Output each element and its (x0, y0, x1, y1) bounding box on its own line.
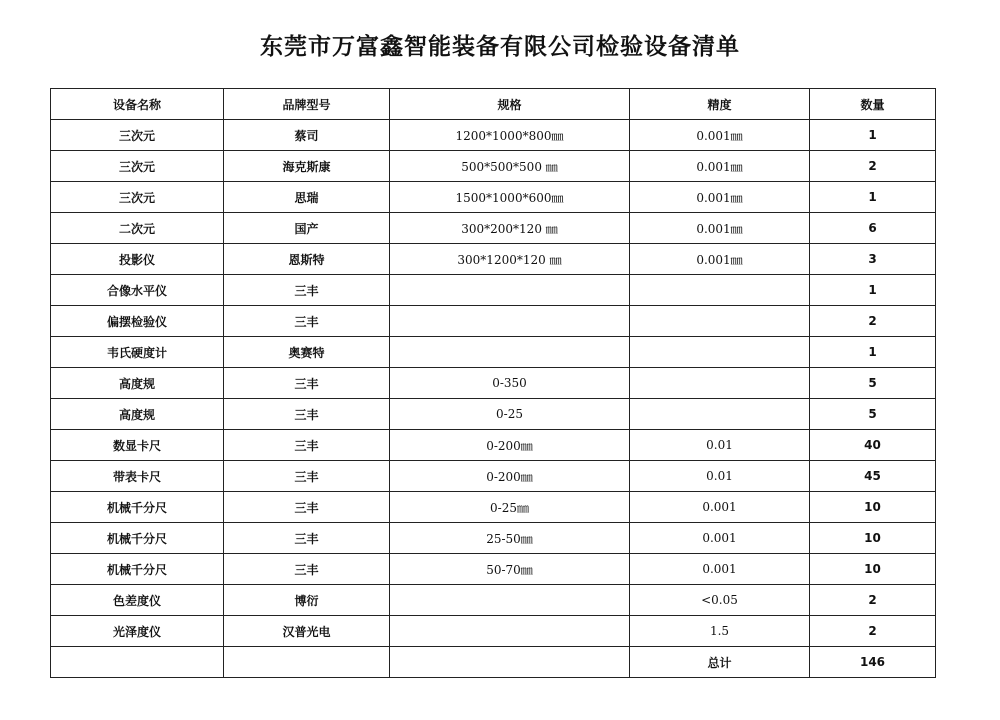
cell-precision (630, 399, 810, 430)
cell-empty (51, 647, 224, 678)
cell-specification (390, 306, 630, 337)
table-row (51, 430, 936, 461)
equipment-table (50, 88, 936, 678)
cell-quantity: 2 (810, 585, 936, 616)
cell-brand-model: 三丰 (224, 368, 390, 399)
cell-specification: 0-200㎜ (390, 430, 630, 461)
table-row (51, 368, 936, 399)
header-specification: 规格 (390, 89, 630, 120)
cell-precision: 0.001㎜ (630, 120, 810, 151)
cell-quantity: 10 (810, 492, 936, 523)
cell-equipment-name: 韦氏硬度计 (51, 337, 224, 368)
cell-specification: 25-50㎜ (390, 523, 630, 554)
table-header-row (51, 89, 936, 120)
cell-specification (390, 585, 630, 616)
cell-precision (630, 306, 810, 337)
cell-equipment-name: 数显卡尺 (51, 430, 224, 461)
table-row (51, 151, 936, 182)
table-row (51, 275, 936, 306)
cell-brand-model: 三丰 (224, 492, 390, 523)
table-row (51, 306, 936, 337)
cell-specification: 50-70㎜ (390, 554, 630, 585)
cell-brand-model: 国产 (224, 213, 390, 244)
cell-precision: <0.05 (630, 585, 810, 616)
header-quantity: 数量 (810, 89, 936, 120)
cell-precision: 0.001 (630, 492, 810, 523)
cell-brand-model: 三丰 (224, 430, 390, 461)
cell-quantity: 2 (810, 616, 936, 647)
total-label: 总计 (630, 647, 810, 678)
cell-specification: 300*200*120 ㎜ (390, 213, 630, 244)
cell-precision: 0.001 (630, 554, 810, 585)
cell-precision: 0.001㎜ (630, 151, 810, 182)
cell-specification: 0-350 (390, 368, 630, 399)
cell-equipment-name: 带表卡尺 (51, 461, 224, 492)
cell-specification (390, 275, 630, 306)
cell-brand-model: 三丰 (224, 275, 390, 306)
header-equipment-name: 设备名称 (51, 89, 224, 120)
cell-specification: 1500*1000*600㎜ (390, 182, 630, 213)
cell-specification: 0-25㎜ (390, 492, 630, 523)
cell-brand-model: 三丰 (224, 523, 390, 554)
cell-quantity: 2 (810, 306, 936, 337)
cell-quantity: 2 (810, 151, 936, 182)
cell-equipment-name: 机械千分尺 (51, 492, 224, 523)
cell-equipment-name: 高度规 (51, 368, 224, 399)
cell-equipment-name: 机械千分尺 (51, 523, 224, 554)
table-row (51, 213, 936, 244)
table-total-row (51, 647, 936, 678)
cell-precision (630, 275, 810, 306)
table-row (51, 554, 936, 585)
cell-specification: 300*1200*120 ㎜ (390, 244, 630, 275)
table-row (51, 461, 936, 492)
cell-precision: 0.001㎜ (630, 182, 810, 213)
cell-equipment-name: 偏摆检验仪 (51, 306, 224, 337)
header-brand-model: 品牌型号 (224, 89, 390, 120)
table-row (51, 585, 936, 616)
cell-specification: 500*500*500 ㎜ (390, 151, 630, 182)
cell-brand-model: 三丰 (224, 554, 390, 585)
cell-brand-model: 恩斯特 (224, 244, 390, 275)
cell-equipment-name: 投影仪 (51, 244, 224, 275)
cell-quantity: 10 (810, 554, 936, 585)
cell-brand-model: 海克斯康 (224, 151, 390, 182)
table-row (51, 120, 936, 151)
cell-quantity: 1 (810, 337, 936, 368)
cell-specification: 0-200㎜ (390, 461, 630, 492)
cell-equipment-name: 二次元 (51, 213, 224, 244)
cell-brand-model: 奥赛特 (224, 337, 390, 368)
header-precision: 精度 (630, 89, 810, 120)
cell-brand-model: 博衍 (224, 585, 390, 616)
cell-precision (630, 337, 810, 368)
cell-equipment-name: 高度规 (51, 399, 224, 430)
cell-empty (224, 647, 390, 678)
cell-brand-model: 汉普光电 (224, 616, 390, 647)
cell-specification: 0-25 (390, 399, 630, 430)
cell-brand-model: 三丰 (224, 461, 390, 492)
cell-quantity: 45 (810, 461, 936, 492)
table-row (51, 337, 936, 368)
table-row (51, 399, 936, 430)
total-quantity: 146 (810, 647, 936, 678)
document-title: 东莞市万富鑫智能装备有限公司检验设备清单 (260, 34, 740, 60)
cell-specification: 1200*1000*800㎜ (390, 120, 630, 151)
cell-precision: 0.001㎜ (630, 244, 810, 275)
cell-quantity: 6 (810, 213, 936, 244)
cell-equipment-name: 机械千分尺 (51, 554, 224, 585)
cell-quantity: 5 (810, 368, 936, 399)
cell-quantity: 1 (810, 182, 936, 213)
cell-specification (390, 616, 630, 647)
cell-quantity: 3 (810, 244, 936, 275)
cell-empty (390, 647, 630, 678)
cell-precision (630, 368, 810, 399)
cell-brand-model: 蔡司 (224, 120, 390, 151)
cell-quantity: 1 (810, 120, 936, 151)
cell-equipment-name: 色差度仪 (51, 585, 224, 616)
cell-equipment-name: 光泽度仪 (51, 616, 224, 647)
cell-specification (390, 337, 630, 368)
table-row (51, 182, 936, 213)
cell-quantity: 10 (810, 523, 936, 554)
table-body (51, 120, 936, 678)
cell-quantity: 1 (810, 275, 936, 306)
cell-precision: 1.5 (630, 616, 810, 647)
cell-precision: 0.001 (630, 523, 810, 554)
cell-precision: 0.001㎜ (630, 213, 810, 244)
cell-brand-model: 三丰 (224, 399, 390, 430)
cell-equipment-name: 三次元 (51, 120, 224, 151)
table-row (51, 616, 936, 647)
cell-precision: 0.01 (630, 430, 810, 461)
table-row (51, 523, 936, 554)
cell-equipment-name: 合像水平仪 (51, 275, 224, 306)
cell-quantity: 5 (810, 399, 936, 430)
cell-brand-model: 思瑞 (224, 182, 390, 213)
cell-quantity: 40 (810, 430, 936, 461)
table-row (51, 244, 936, 275)
cell-equipment-name: 三次元 (51, 182, 224, 213)
table-row (51, 492, 936, 523)
cell-equipment-name: 三次元 (51, 151, 224, 182)
cell-precision: 0.01 (630, 461, 810, 492)
cell-brand-model: 三丰 (224, 306, 390, 337)
